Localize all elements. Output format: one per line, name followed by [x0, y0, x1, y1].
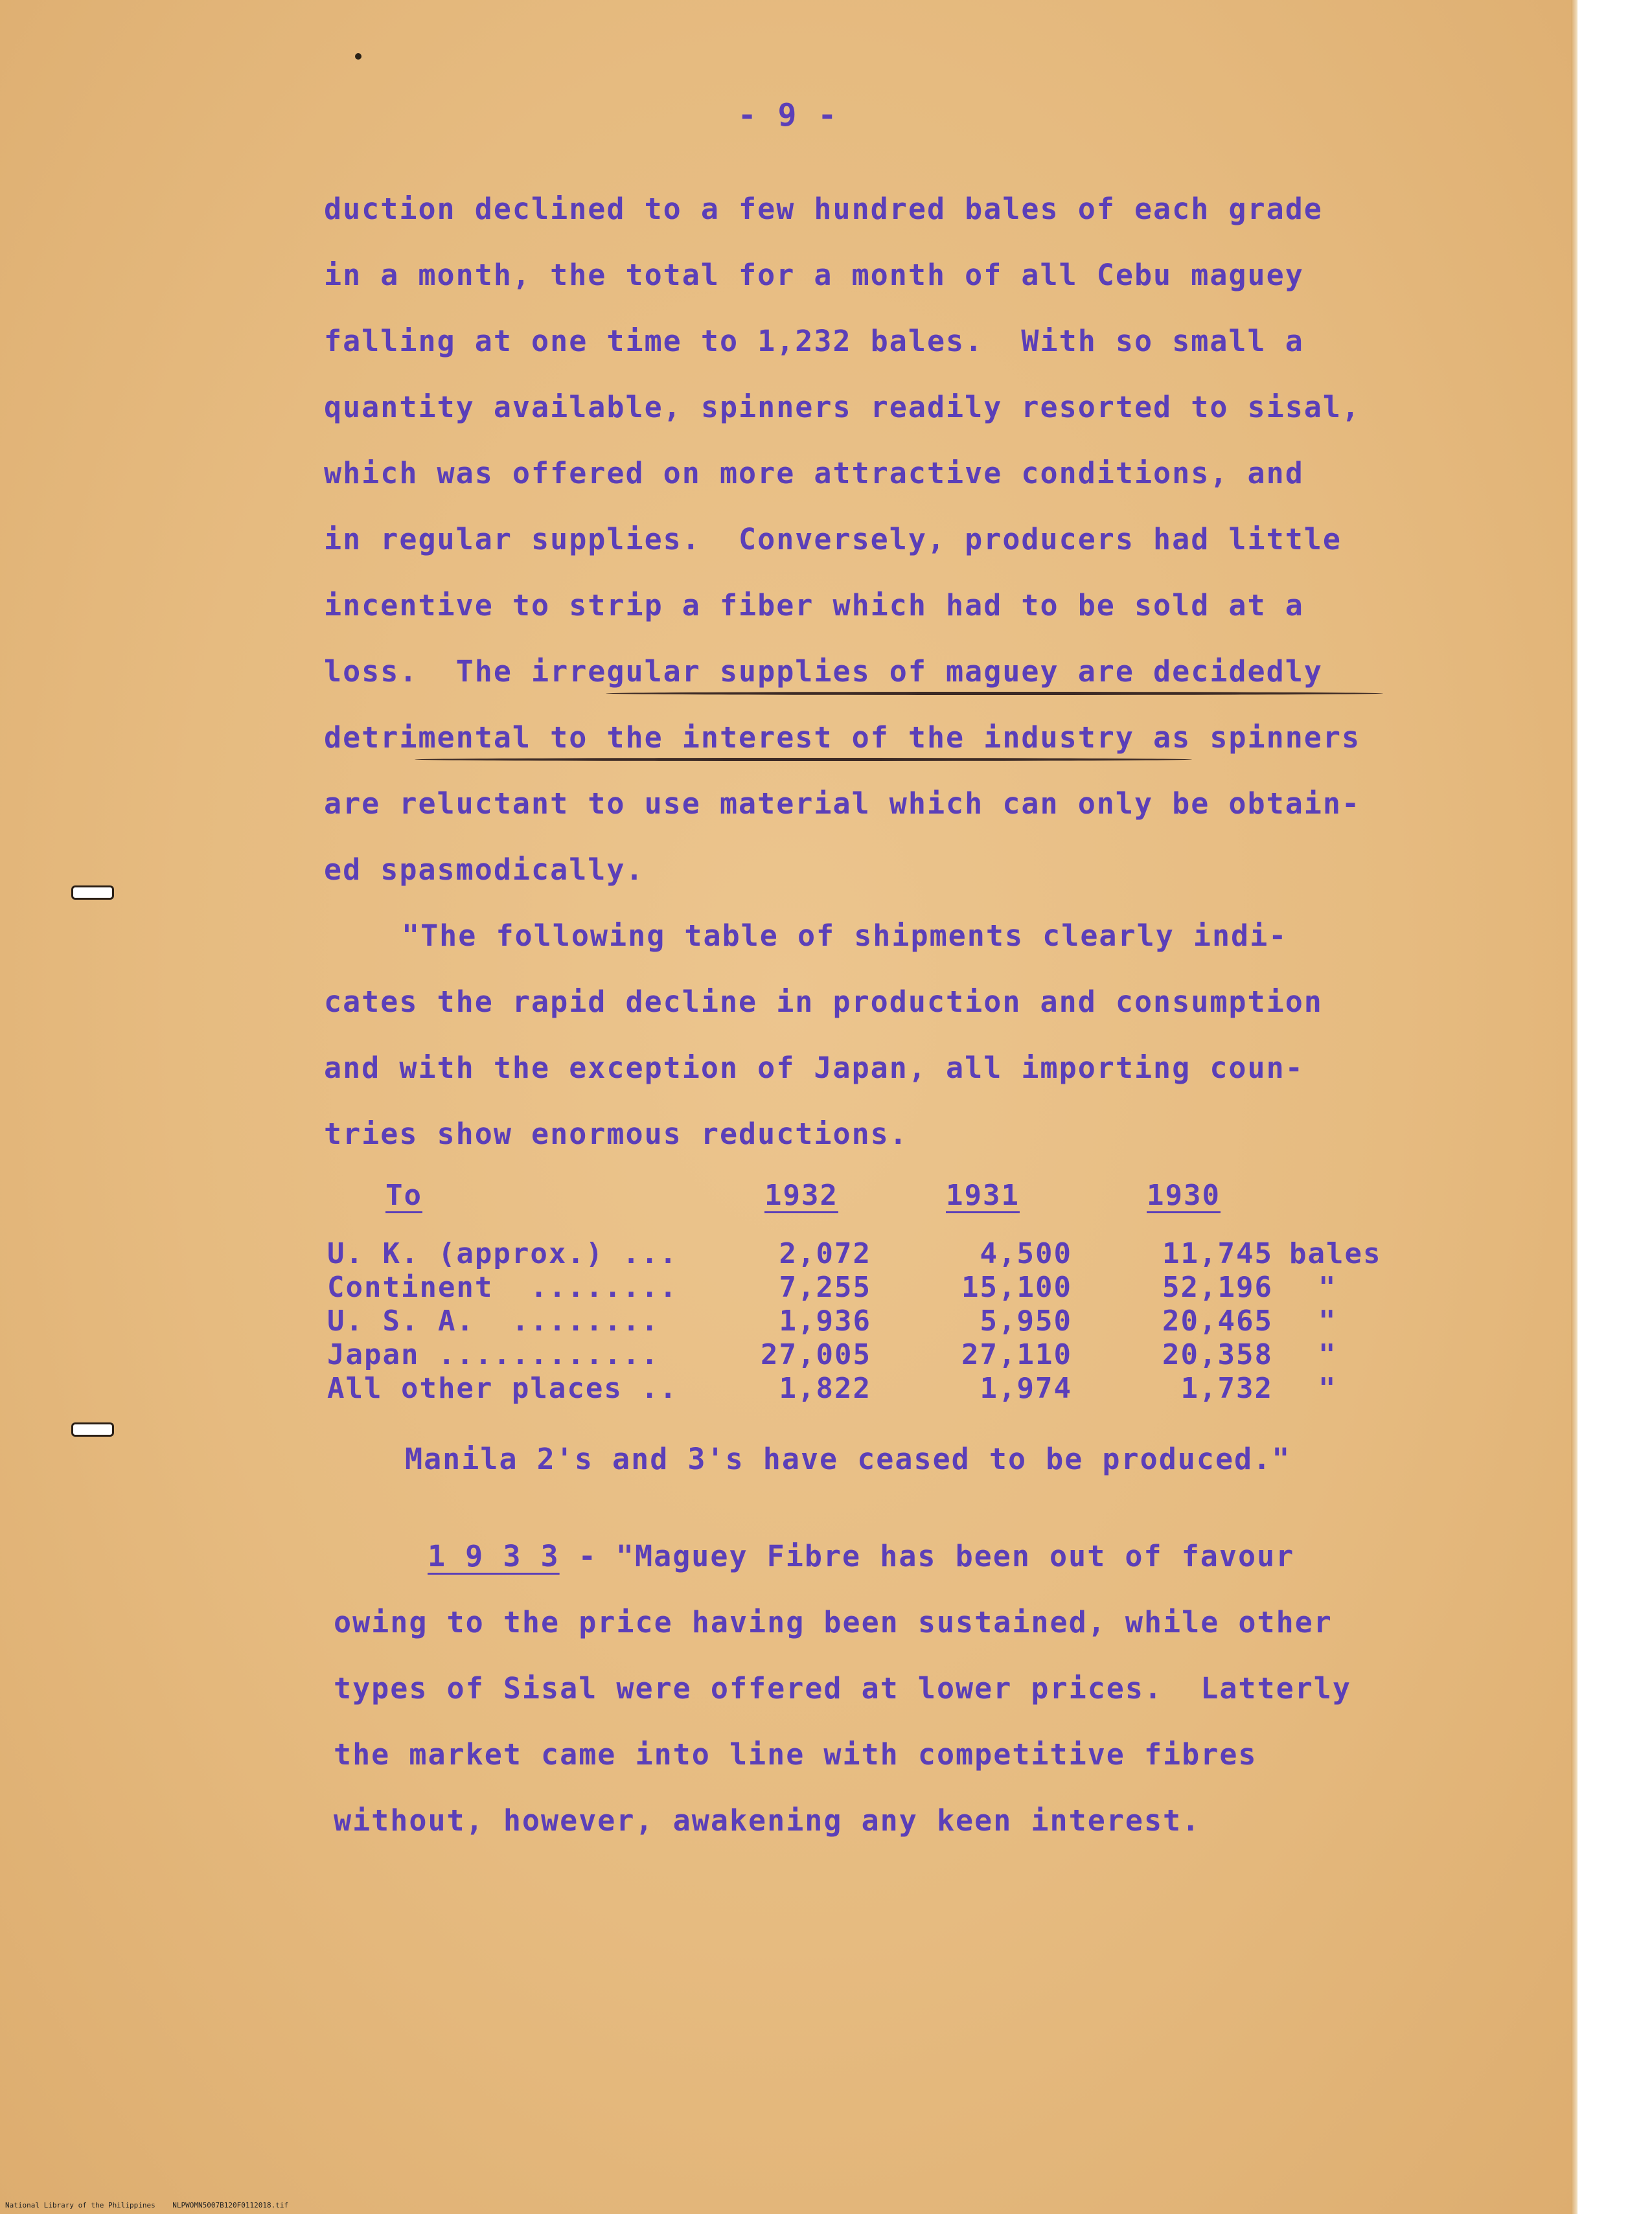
text-line: quantity available, spinners readily resorted to sisal,: [324, 390, 1361, 424]
table-cell-1930: 20,465: [1162, 1305, 1273, 1338]
table-cell-destination: All other places ..: [327, 1372, 678, 1405]
table-cell-1931: 15,100: [961, 1271, 1072, 1304]
table-header-destination: To: [385, 1179, 422, 1212]
year-label: 1 9 3 3: [428, 1539, 560, 1573]
text-line: tries show enormous reductions.: [324, 1117, 908, 1151]
text-line: "The following table of shipments clearly indi-: [402, 919, 1288, 953]
text-line: loss. The irregular supplies of maguey are decidedly: [324, 654, 1323, 689]
table-header-1930: 1930: [1147, 1179, 1221, 1212]
table-cell-1931: 1,974: [980, 1372, 1072, 1405]
text-line: falling at one time to 1,232 bales. With so small a: [324, 324, 1304, 358]
table-cell-unit: ": [1318, 1338, 1337, 1371]
punch-hole: [71, 1422, 114, 1437]
table-cell-1932: 2,072: [779, 1237, 871, 1270]
table-cell-1930: 52,196: [1162, 1271, 1273, 1304]
text-line: the market came into line with competitive fibres: [334, 1737, 1257, 1772]
table-header-1932: 1932: [764, 1179, 838, 1212]
page-edge: [1571, 0, 1577, 2214]
table-header-1931: 1931: [946, 1179, 1020, 1212]
table-cell-1930: 20,358: [1162, 1338, 1273, 1371]
text-line: without, however, awakening any keen interest.: [334, 1803, 1201, 1838]
table-cell-1932: 1,936: [779, 1305, 871, 1338]
table-cell-unit: ": [1318, 1271, 1337, 1304]
table-cell-destination: Continent ........: [327, 1271, 678, 1304]
text-line: [428, 1539, 1294, 1573]
text-line: and with the exception of Japan, all importing coun-: [324, 1051, 1304, 1085]
text-line: incentive to strip a fiber which had to be sold at a: [324, 588, 1304, 622]
table-cell-unit: ": [1318, 1372, 1337, 1405]
table-cell-1931: 5,950: [980, 1305, 1072, 1338]
table-cell-1930: 1,732: [1180, 1372, 1273, 1405]
text-line: are reluctant to use material which can only be obtain-: [324, 786, 1361, 821]
pencil-underline: [606, 692, 1383, 695]
text-line: types of Sisal were offered at lower prices. Latterly: [334, 1671, 1351, 1706]
table-cell-1931: 27,110: [961, 1338, 1072, 1371]
pencil-underline: [415, 758, 1192, 761]
shipments-table: [327, 1166, 1428, 1425]
text-segment: - "Maguey Fibre has been out of favour: [559, 1539, 1295, 1573]
text-line: owing to the price having been sustained, while other: [334, 1605, 1333, 1639]
table-note: Manila 2's and 3's have ceased to be produced.": [405, 1442, 1291, 1476]
ink-speck: [355, 53, 361, 60]
table-cell-1932: 7,255: [779, 1271, 871, 1304]
text-line: in a month, the total for a month of all Cebu maguey: [324, 258, 1304, 292]
table-cell-destination: Japan ............: [327, 1338, 660, 1371]
punch-hole: [71, 885, 114, 900]
table-cell-destination: U. S. A. ........: [327, 1305, 660, 1338]
text-line: ed spasmodically.: [324, 852, 645, 887]
text-line: in regular supplies. Conversely, producers had little: [324, 522, 1342, 556]
text-line: which was offered on more attractive conditions, and: [324, 456, 1304, 490]
scan-footer: National Library of the Philippines NLPWOMN5007B120F0112018.tif: [5, 2201, 289, 2209]
table-cell-unit: bales: [1289, 1237, 1382, 1270]
page-number: - 9 -: [737, 97, 838, 133]
table-cell-1930: 11,745: [1162, 1237, 1273, 1270]
table-cell-1932: 1,822: [779, 1372, 871, 1405]
text-line: duction declined to a few hundred bales of each grade: [324, 192, 1323, 226]
table-cell-1932: 27,005: [761, 1338, 871, 1371]
text-line: cates the rapid decline in production and consumption: [324, 985, 1323, 1019]
table-cell-1931: 4,500: [980, 1237, 1072, 1270]
table-cell-destination: U. K. (approx.) ...: [327, 1237, 678, 1270]
table-cell-unit: ": [1318, 1305, 1337, 1338]
text-line: detrimental to the interest of the industry as spinners: [324, 720, 1361, 755]
